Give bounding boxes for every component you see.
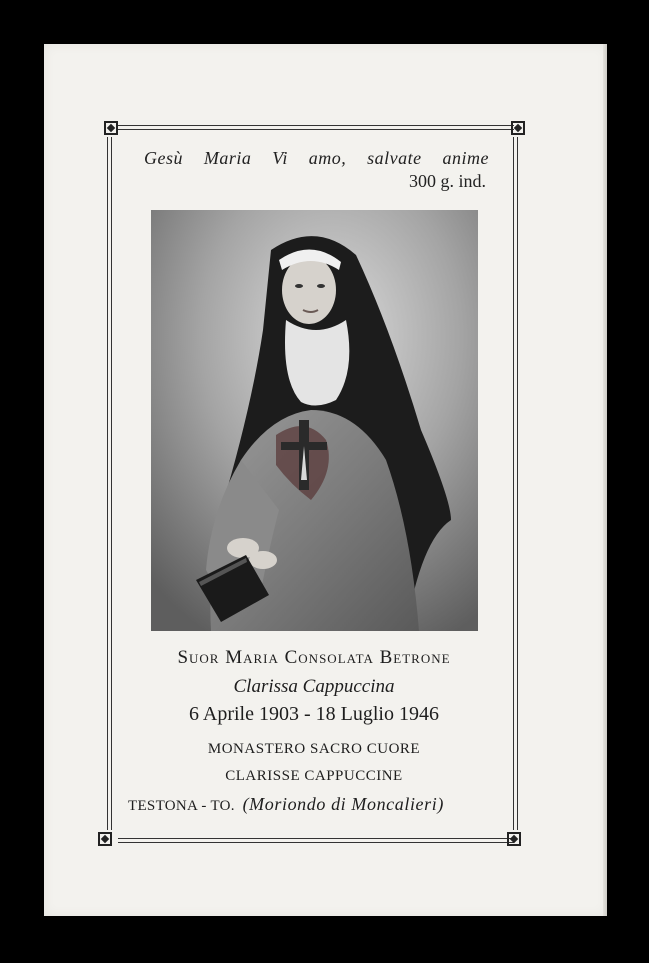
frame-bottom-rule (118, 838, 514, 843)
place-name: TESTONA - TO. (128, 798, 235, 814)
corner-ornament-icon (511, 121, 525, 135)
nun-name: Suor Maria Consolata Betrone (177, 647, 451, 668)
indulgence-text: 300 g. ind. (408, 171, 486, 191)
corner-ornament-icon (98, 832, 112, 846)
locality-name: (Moriondo di Moncalieri) (242, 794, 444, 814)
frame-top-rule (118, 125, 514, 130)
corner-ornament-icon (507, 832, 521, 846)
holy-card (44, 44, 607, 916)
life-dates: 6 Aprile 1903 - 18 Luglio 1946 (189, 703, 439, 725)
frame-left-rule (107, 137, 112, 830)
prayer-text: Gesù Maria Vi amo, salvate anime (144, 148, 489, 168)
corner-ornament-icon (104, 121, 118, 135)
frame-right-rule (513, 137, 518, 830)
location-line (128, 794, 508, 815)
religious-order: Clarissa Cappuccina (233, 676, 395, 697)
community-name: CLARISSE CAPPUCCINE (225, 768, 403, 784)
nun-portrait-illustration (151, 210, 478, 631)
portrait-image (151, 210, 478, 631)
monastery-name: MONASTERO SACRO CUORE (207, 741, 421, 757)
